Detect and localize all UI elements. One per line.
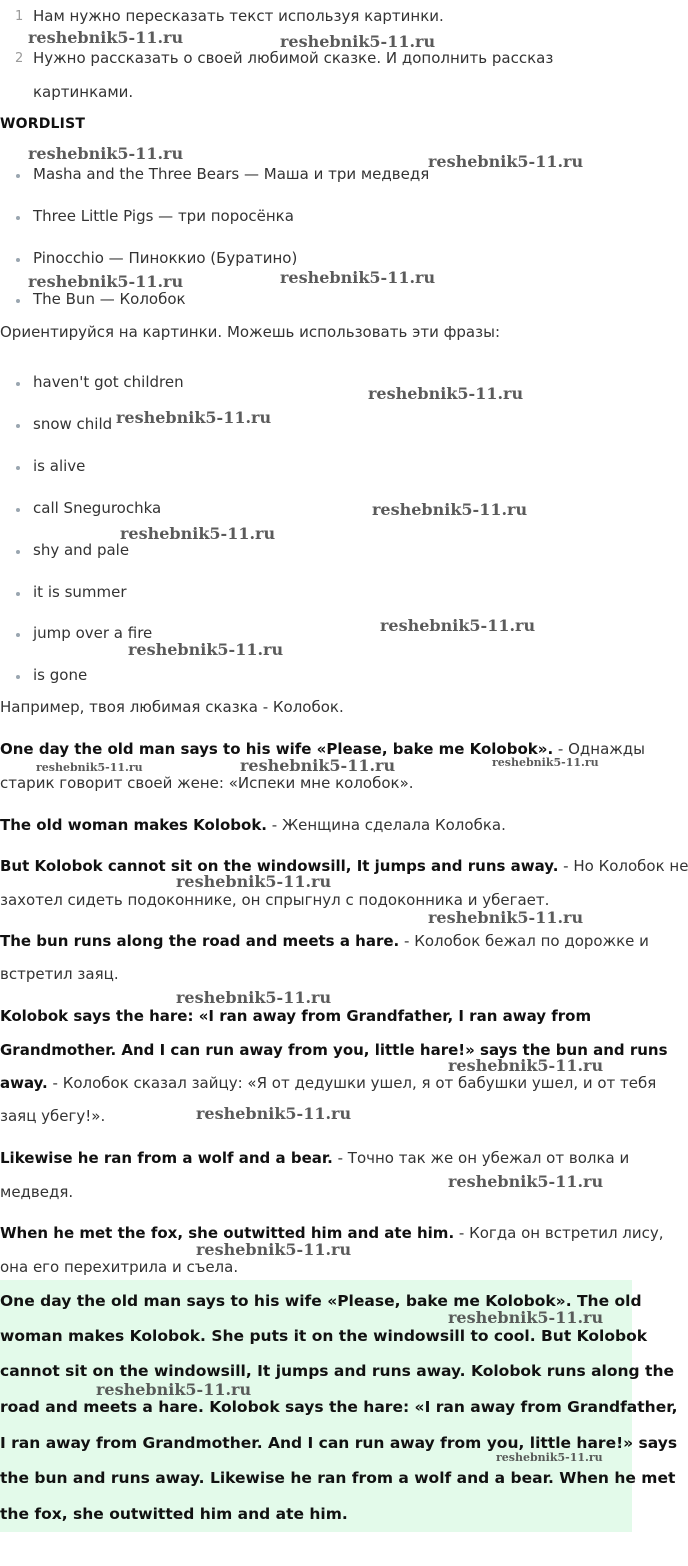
sentence: [0, 1149, 629, 1167]
summary-line: the bun and runs away. Likewise he ran from a wolf and a bear. When he met: [0, 1469, 676, 1487]
bullet-icon: [16, 550, 20, 554]
watermark: reshebnik5-11.ru: [116, 408, 272, 427]
sentence-russian-continued: встретил заяц.: [0, 965, 119, 983]
sentence-english-continued: away.: [0, 1074, 48, 1092]
summary-line: One day the old man says to his wife «Please, bake me Kolobok». The old: [0, 1292, 642, 1310]
phrase-item: haven't got children: [33, 373, 184, 391]
sentence-russian-continued: она его перехитрила и съела.: [0, 1258, 239, 1276]
wordlist-item: Three Little Pigs — три поросёнка: [33, 207, 294, 225]
watermark: reshebnik5-11.ru: [196, 1240, 352, 1259]
phrases-intro: Ориентируйся на картинки. Можешь использовать эти фразы:: [0, 323, 500, 341]
watermark: reshebnik5-11.ru: [28, 272, 184, 291]
sentence-russian: - Однажды: [553, 740, 646, 758]
bullet-icon: [16, 424, 20, 428]
bullet-icon: [16, 216, 20, 220]
watermark: reshebnik5-11.ru: [492, 756, 599, 769]
watermark: reshebnik5-11.ru: [96, 1380, 252, 1399]
phrase-item: is alive: [33, 457, 86, 475]
watermark: reshebnik5-11.ru: [128, 640, 284, 659]
sentence-russian: - Колобок сказал зайцу: «Я от дедушки ушел, я от бабушки ушел, и от тебя: [47, 1074, 657, 1092]
sentence-english-continued: Grandmother. And I can run away from you, little hare!» says the bun and runs: [0, 1041, 668, 1059]
summary-line: woman makes Kolobok. She puts it on the windowsill to cool. But Kolobok: [0, 1327, 648, 1345]
wordlist-item: Masha and the Three Bears — Маша и три медведя: [33, 165, 430, 183]
summary-line: the fox, she outwitted him and ate him.: [0, 1505, 348, 1523]
step-text-continued: картинками.: [33, 83, 134, 101]
watermark: reshebnik5-11.ru: [428, 908, 584, 927]
bullet-icon: [16, 258, 20, 262]
wordlist-heading: WORDLIST: [0, 116, 86, 132]
sentence: [0, 932, 649, 950]
example-intro: Например, твоя любимая сказка - Колобок.: [0, 698, 344, 716]
wordlist-item: Pinocchio — Пиноккио (Буратино): [33, 249, 298, 267]
sentence: [0, 1074, 656, 1092]
sentence-russian: - Колобок бежал по дорожке и: [399, 932, 649, 950]
phrase-item: shy and pale: [33, 541, 130, 559]
watermark: reshebnik5-11.ru: [380, 616, 536, 635]
summary-line: I ran away from Grandmother. And I can run away from you, little hare!» says: [0, 1434, 678, 1452]
watermark: reshebnik5-11.ru: [428, 152, 584, 171]
phrase-item: snow child: [33, 415, 113, 433]
watermark: reshebnik5-11.ru: [176, 988, 332, 1007]
watermark: reshebnik5-11.ru: [196, 1104, 352, 1123]
bullet-icon: [16, 675, 20, 679]
wordlist-item: The Bun — Колобок: [33, 290, 186, 308]
watermark: reshebnik5-11.ru: [368, 384, 524, 403]
watermark: reshebnik5-11.ru: [448, 1172, 604, 1191]
watermark: reshebnik5-11.ru: [372, 500, 528, 519]
sentence-russian-continued: старик говорит своей жене: «Испеки мне колобок».: [0, 774, 414, 792]
sentence-russian-continued: заяц убегу!».: [0, 1107, 106, 1125]
sentence: [0, 857, 688, 875]
watermark: reshebnik5-11.ru: [280, 32, 436, 51]
watermark: reshebnik5-11.ru: [120, 524, 276, 543]
watermark: reshebnik5-11.ru: [240, 756, 396, 775]
watermark: reshebnik5-11.ru: [176, 872, 332, 891]
sentence-russian: - Женщина сделала Колобка.: [267, 816, 506, 834]
step-text: Нам нужно пересказать текст используя картинки.: [33, 7, 444, 25]
sentence: [0, 816, 506, 834]
sentence-russian: - Когда он встретил лису,: [454, 1224, 664, 1242]
bullet-icon: [16, 592, 20, 596]
phrase-item: call Snegurochka: [33, 499, 162, 517]
sentence-english: The bun runs along the road and meets a hare.: [0, 932, 400, 950]
phrase-item: is gone: [33, 666, 88, 684]
sentence-english: But Kolobok cannot sit on the windowsill, It jumps and runs away.: [0, 857, 559, 875]
bullet-icon: [16, 382, 20, 386]
watermark: reshebnik5-11.ru: [28, 144, 184, 163]
step-number: 2: [15, 51, 24, 66]
summary-line: road and meets a hare. Kolobok says the hare: «I ran away from Grandfather,: [0, 1398, 678, 1416]
bullet-icon: [16, 466, 20, 470]
watermark: reshebnik5-11.ru: [496, 1451, 603, 1464]
sentence-russian: - Но Колобок не: [558, 857, 688, 875]
sentence-russian-continued: захотел сидеть подоконнике, он спрыгнул с подоконника и убегает.: [0, 891, 550, 909]
bullet-icon: [16, 299, 20, 303]
watermark: reshebnik5-11.ru: [280, 268, 436, 287]
phrase-item: jump over a fire: [33, 624, 153, 642]
sentence-english: One day the old man says to his wife «Please, bake me Kolobok».: [0, 740, 554, 758]
step-number: 1: [15, 9, 24, 24]
sentence-english: Likewise he ran from a wolf and a bear.: [0, 1149, 333, 1167]
bullet-icon: [16, 174, 20, 178]
watermark: reshebnik5-11.ru: [448, 1056, 604, 1075]
watermark: reshebnik5-11.ru: [448, 1308, 604, 1327]
bullet-icon: [16, 508, 20, 512]
sentence-russian: - Точно так же он убежал от волка и: [332, 1149, 630, 1167]
watermark: reshebnik5-11.ru: [36, 761, 143, 774]
step-text: Нужно рассказать о своей любимой сказке. И дополнить рассказ: [33, 49, 554, 67]
watermark: reshebnik5-11.ru: [28, 28, 184, 47]
sentence-english: The old woman makes Kolobok.: [0, 816, 268, 834]
sentence-russian-continued: медведя.: [0, 1183, 74, 1201]
summary-line: cannot sit on the windowsill, It jumps and runs away. Kolobok runs along the: [0, 1362, 675, 1380]
sentence-english: When he met the fox, she outwitted him and ate him.: [0, 1224, 455, 1242]
phrase-item: it is summer: [33, 583, 127, 601]
sentence-english: Kolobok says the hare: «I ran away from Grandfather, I ran away from: [0, 1007, 592, 1025]
bullet-icon: [16, 633, 20, 637]
